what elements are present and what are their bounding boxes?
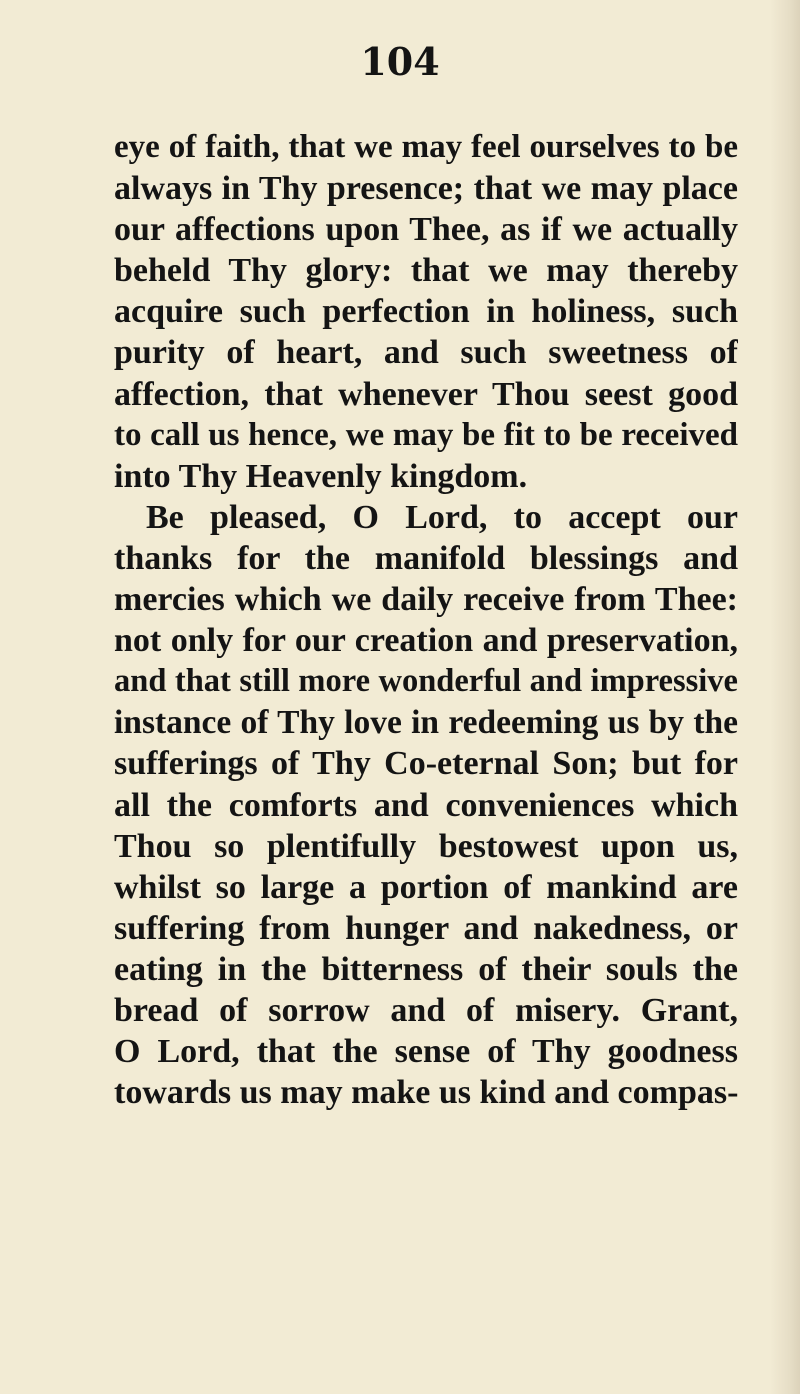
text-line: all the comforts and conveniences which [114,786,738,824]
text-line: always in Thy presence; that we may place [114,170,738,208]
body-text [114,127,738,1113]
text-line: eating in the bitterness of their souls the [114,950,738,988]
text-line: O Lord, that the sense of Thy goodness [114,1033,738,1071]
text-line: purity of heart, and such sweetness of [114,334,738,372]
text-line: affection, that whenever Thou seest good [114,375,738,413]
text-line: eye of faith, that we may feel ourselves to be [114,129,738,165]
text-line: mercies which we daily receive from Thee: [114,581,738,619]
text-line: Be pleased, O Lord, to accept our [146,498,738,536]
text-line: beheld Thy glory: that we may thereby [114,252,738,290]
text-line: not only for our creation and preservation, [114,622,738,660]
text-line: our affections upon Thee, as if we actually [114,211,738,249]
text-line: towards us may make us kind and compas- [114,1074,738,1112]
text-line: Thou so plentifully bestowest upon us, [114,827,738,865]
page-number: 104 [360,39,440,84]
text-line: thanks for the manifold blessings and [114,539,738,577]
text-line: sufferings of Thy Co-eternal Son; but for [114,745,738,783]
text-line: instance of Thy love in redeeming us by the [114,704,738,742]
text-line: whilst so large a portion of mankind are [114,868,738,906]
text-line: and that still more wonderful and impressive [114,663,738,700]
text-line: to call us hence, we may be fit to be received [114,416,738,453]
text-line: into Thy Heavenly kingdom. [114,457,528,495]
text-line: suffering from hunger and nakedness, or [114,909,738,947]
text-line: acquire such perfection in holiness, such [114,293,738,331]
text-line: bread of sorrow and of misery. Grant, [114,991,738,1029]
